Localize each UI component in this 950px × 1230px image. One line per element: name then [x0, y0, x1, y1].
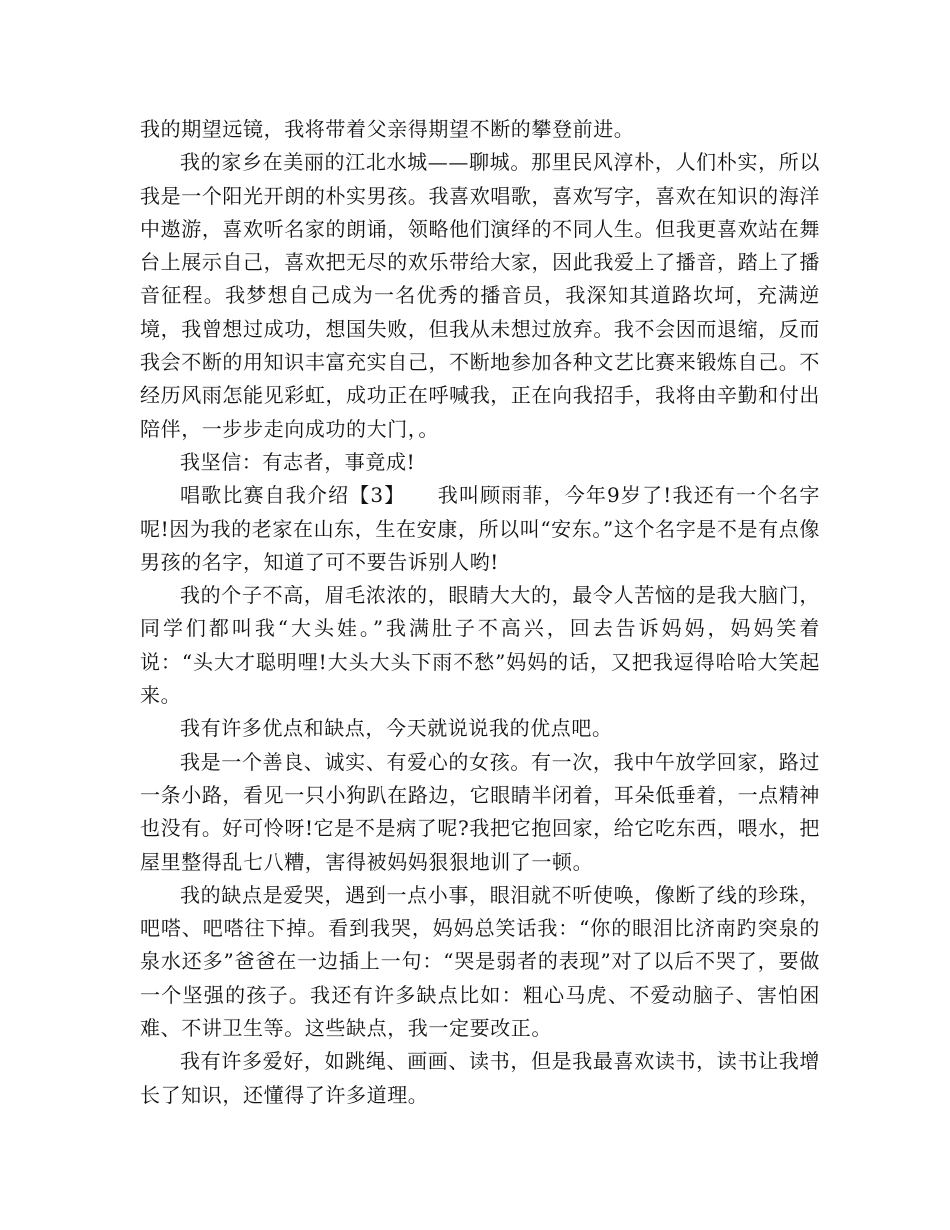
paragraph: 我的个子不高，眉毛浓浓的，眼睛大大的，最令人苦恼的是我大脑门，同学们都叫我“大头娃。”我满肚子不高兴，回去告诉妈妈，妈妈笑着说：“头大才聪明哩!大头大头下雨不愁”妈妈的话，又把我逗得哈哈大笑起来。: [140, 583, 820, 708]
paragraph: 我的家乡在美丽的江北水城——聊城。那里民风淳朴，人们朴实，所以我是一个阳光开朗的朴实男孩。我喜欢唱歌，喜欢写字，喜欢在知识的海洋中遨游，喜欢听名家的朗诵，领略他们演绎的不同人生。但我更喜欢站在舞台上展示自己，喜欢把无尽的欢乐带给大家，因此我爱上了播音，踏上了播音征程。我梦想自己成为一名优秀的播音员，我深知其道路坎坷，充满逆境，我曾想过成功，想国失败，但我从未想过放弃。我不会因而退缩，反而我会不断的用知识丰富充实自己，不断地参加各种文艺比赛来锻炼自己。不经历风雨怎能见彩虹，成功正在呼喊我，正在向我招手，我将由辛勤和付出陪伴，一步步走向成功的大门，。: [140, 150, 820, 441]
paragraph: 我是一个善良、诚实、有爱心的女孩。有一次，我中午放学回家，路过一条小路，看见一只小狗趴在路边，它眼睛半闭着，耳朵低垂着，一点精神也没有。好可怜呀!它是不是病了呢?我把它抱回家，给它吃东西，喂水，把屋里整得乱七八糟，害得被妈妈狠狠地训了一顿。: [140, 749, 820, 874]
paragraph: 我坚信：有志者，事竟成!: [180, 449, 416, 474]
document-body: [140, 113, 820, 1112]
paragraph: 我有许多爱好，如跳绳、画画、读书，但是我最喜欢读书，读书让我增长了知识，还懂得了许多道理。: [140, 1049, 820, 1107]
paragraph: 我的期望远镜，我将带着父亲得期望不断的攀登前进。: [140, 117, 635, 141]
paragraph: 我有许多优点和缺点，今天就说说我的优点吧。: [180, 716, 613, 741]
paragraph: 我的缺点是爱哭，遇到一点小事，眼泪就不听使唤，像断了线的珍珠，吧嗒、吧嗒往下掉。看到我哭，妈妈总笑话我：“你的眼泪比济南趵突泉的泉水还多”爸爸在一边插上一句：“哭是弱者的表现”对了以后不哭了，要做一个坚强的孩子。我还有许多缺点比如：粗心马虎、不爱动脑子、害怕困难、不讲卫生等。这些缺点，我一定要改正。: [140, 882, 820, 1041]
paragraph: 唱歌比赛自我介绍【3】 我叫顾雨菲，今年9岁了!我还有一个名字呢!因为我的老家在山东，生在安康，所以叫“安东。”这个名字是不是有点像男孩的名字，知道了可不要告诉别人哟!: [140, 483, 820, 574]
